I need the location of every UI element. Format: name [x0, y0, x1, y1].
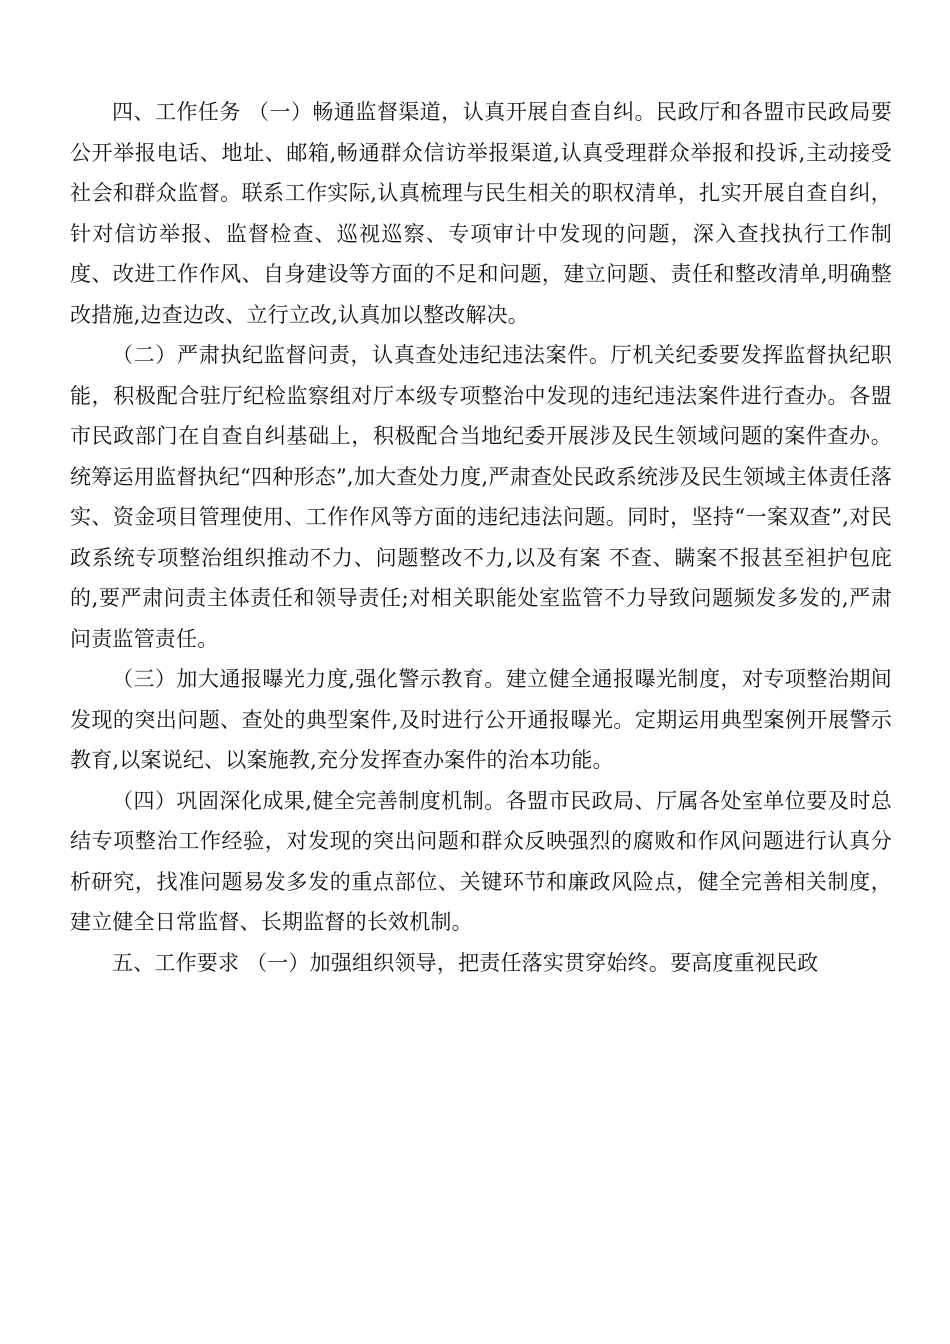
paragraph-work-tasks-3: （三）加大通报曝光力度,强化警示教育。建立健全通报曝光制度，对专项整治期间发现的突出问题、查处的典型案件,及时进行公开通报曝光。定期运用典型案例开展警示教育,以案说纪、以案施教,充分发挥查办案件的治本功能。 — [70, 667, 892, 772]
paragraph-work-tasks-1: 四、工作任务 （一）畅通监督渠道，认真开展自查自纠。民政厅和各盟市民政局要公开举报电话、地址、邮箱,畅通群众信访举报渠道,认真受理群众举报和投诉,主动接受社会和群众监督。联系工作实际,认真梳理与民生相关的职权清单，扎实开展自查自纠，针对信访举报、监督检查、巡视巡察、专项审计中发现的问题，深入查找执行工作制度、改进工作作风、自身建设等方面的不足和问题，建立问题、责任和整改清单,明确整改措施,边查边改、立行立改,认真加以整改解决。 — [70, 100, 892, 327]
paragraph-work-tasks-2: （二）严肃执纪监督问责，认真查处违纪违法案件。厅机关纪委要发挥监督执纪职能，积极配合驻厅纪检监察组对厅本级专项整治中发现的违纪违法案件进行查办。各盟市民政部门在自查自纠基础上，积极配合当地纪委开展涉及民生领域问题的案件查办。统筹运用监督执纪“四种形态”,加大查处力度,严肃查处民政系统涉及民生领域主体责任落实、资金项目管理使用、工作作风等方面的违纪违法问题。同时，坚持“一案双查”,对民政系统专项整治组织推动不力、问题整改不力,以及有案 不查、瞒案不报甚至袒护包庇的,要严肃问责主体责任和领导责任;对相关职能处室监管不力导致问题频发多发的,严肃问责监管责任。 — [70, 343, 892, 651]
paragraph-work-requirements-1: 五、工作要求 （一）加强组织领导，把责任落实贯穿始终。要高度重视民政 — [112, 950, 819, 975]
paragraph-work-tasks-4: （四）巩固深化成果,健全完善制度机制。各盟市民政局、厅属各处室单位要及时总结专项整治工作经验，对发现的突出问题和群众反映强烈的腐败和作风问题进行认真分析研究，找准问题易发多发的重点部位、关键环节和廉政风险点，健全完善相关制度，建立健全日常监督、长期监督的长效机制。 — [70, 788, 892, 934]
document-body — [70, 92, 892, 983]
